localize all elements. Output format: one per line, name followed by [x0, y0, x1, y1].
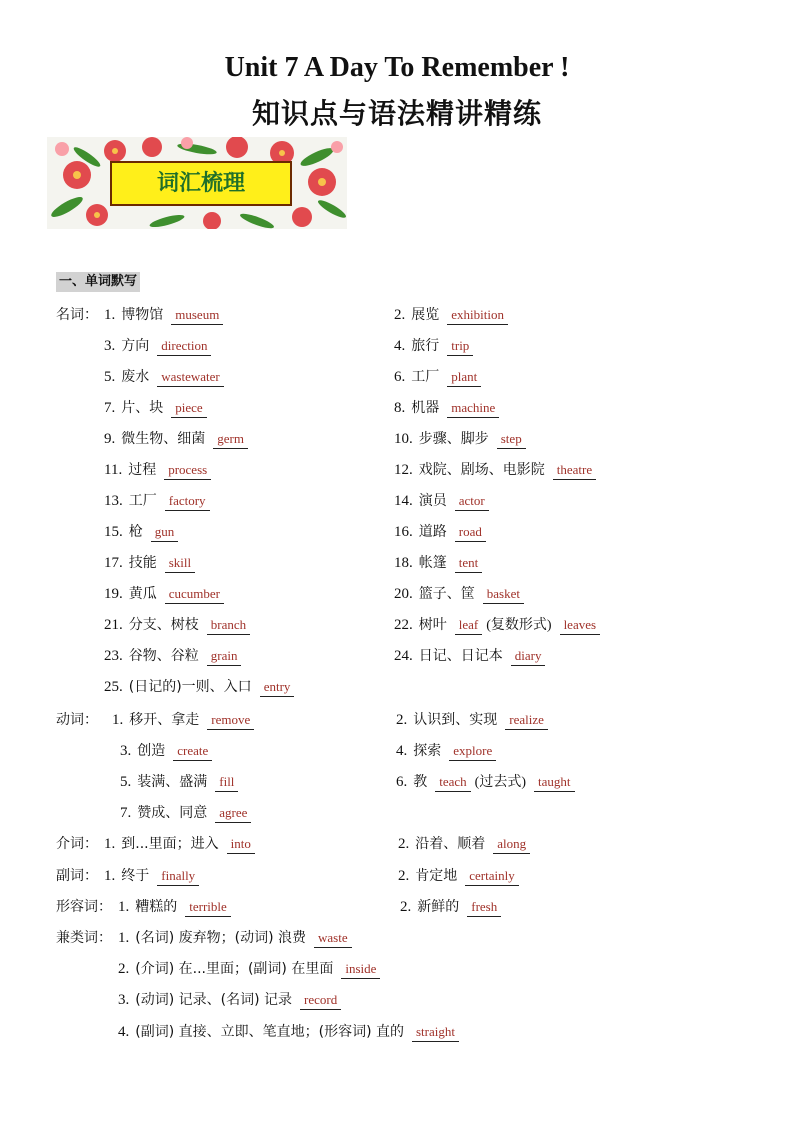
answer-blank: create [173, 742, 212, 761]
vocab-item-nouns-24 [394, 644, 545, 668]
page-title-chinese: 知识点与语法精讲精练 [251, 97, 542, 130]
vocab-item-nouns-15 [104, 520, 178, 544]
answer-blank: skill [165, 554, 195, 573]
answer-blank: trip [447, 337, 473, 356]
answer-blank: terrible [185, 898, 231, 917]
vocab-item-verbs-3 [120, 739, 212, 763]
vocab-item-verbs-6 [396, 770, 575, 794]
page-title-english: Unit 7 A Day To Remember ! [224, 52, 570, 83]
answer-blank: straight [412, 1023, 459, 1042]
vocab-item-multis-3 [118, 988, 341, 1012]
answer-blank: step [497, 430, 526, 449]
vocabulary-banner [47, 137, 347, 229]
item-chinese: 黄瓜 [128, 586, 157, 602]
answer-blank: record [300, 991, 341, 1010]
category-label-prep: 介词： [56, 836, 98, 852]
category-label-verb: 动词： [56, 712, 98, 728]
item-number: 17. [104, 555, 123, 571]
item-chinese: 移开、拿走 [129, 712, 200, 728]
answer-blank: fill [215, 773, 238, 792]
item-number: 10. [394, 431, 413, 447]
vocab-item-nouns-21 [104, 613, 250, 637]
vocab-item-verbs-1 [112, 708, 254, 732]
answer-blank: piece [171, 399, 206, 418]
item-chinese: 道路 [418, 524, 447, 540]
answer-blank: leaf [455, 616, 482, 635]
vocab-item-nouns-13 [104, 489, 210, 513]
answer-blank: wastewater [157, 368, 223, 387]
category-label-adj: 形容词： [56, 899, 112, 915]
item-chinese: 探索 [413, 743, 442, 759]
answer-blank: entry [260, 678, 295, 697]
item-number: 19. [104, 586, 123, 602]
vocab-item-advs-2 [398, 864, 519, 888]
vocab-item-verbs-4 [396, 739, 496, 763]
answer-blank-2: leaves [560, 616, 600, 635]
item-number: 2. [398, 836, 410, 852]
item-chinese: 教 [413, 774, 428, 790]
answer-blank: grain [207, 647, 242, 666]
item-chinese: (介词) 在...里面；(副词) 在里面 [135, 961, 334, 977]
vocab-item-nouns-17 [104, 551, 195, 575]
item-number: 11. [104, 462, 123, 478]
item-chinese: 戏院、剧场、电影院 [418, 462, 545, 478]
item-number: 1. [104, 307, 116, 323]
vocab-item-preps-2 [398, 832, 530, 856]
vocab-item-nouns-9 [104, 427, 248, 451]
vocab-item-nouns-20 [394, 582, 524, 606]
answer-blank: tent [455, 554, 483, 573]
item-number: 3. [118, 992, 130, 1008]
answer-blank: finally [157, 867, 199, 886]
item-number: 18. [394, 555, 413, 571]
answer-blank: gun [151, 523, 179, 542]
item-chinese: 分支、树枝 [128, 617, 199, 633]
vocab-item-adjs-2 [400, 895, 501, 919]
vocab-item-advs-1 [104, 864, 199, 888]
item-number: 16. [394, 524, 413, 540]
item-number: 4. [394, 338, 406, 354]
item-chinese: 帐篷 [418, 555, 447, 571]
answer-blank: machine [447, 399, 499, 418]
vocab-item-verbs-5 [120, 770, 238, 794]
item-number: 1. [112, 712, 124, 728]
item-chinese: 博物馆 [121, 307, 164, 323]
item-chinese: 工厂 [411, 369, 440, 385]
vocab-item-adjs-1 [118, 895, 231, 919]
answer-blank: road [455, 523, 486, 542]
item-chinese: 过程 [128, 462, 157, 478]
answer-blank: direction [157, 337, 211, 356]
item-note: (复数形式) [486, 618, 552, 633]
item-chinese: 机器 [411, 400, 440, 416]
item-chinese: 工厂 [128, 493, 157, 509]
item-number: 4. [118, 1024, 130, 1040]
item-chinese: 技能 [128, 555, 157, 571]
vocab-item-nouns-22 [394, 613, 600, 637]
item-number: 25. [104, 679, 123, 695]
item-number: 12. [394, 462, 413, 478]
answer-blank: waste [314, 929, 352, 948]
answer-blank: process [164, 461, 211, 480]
item-number: 22. [394, 617, 413, 633]
item-chinese: 新鲜的 [417, 899, 460, 915]
item-chinese: 废水 [121, 369, 150, 385]
vocab-item-nouns-19 [104, 582, 224, 606]
answer-blank: realize [505, 711, 548, 730]
item-number: 1. [118, 930, 130, 946]
item-chinese: 片、块 [121, 400, 164, 416]
item-chinese: 日记、日记本 [418, 648, 503, 664]
answer-blank: explore [449, 742, 496, 761]
answer-blank: fresh [467, 898, 501, 917]
category-label-multi: 兼类词： [56, 930, 112, 946]
item-number: 13. [104, 493, 123, 509]
item-chinese: 步骤、脚步 [418, 431, 489, 447]
vocab-item-nouns-16 [394, 520, 486, 544]
item-chinese: 篮子、筐 [418, 586, 475, 602]
item-number: 2. [398, 868, 410, 884]
vocab-item-nouns-4 [394, 334, 473, 358]
item-number: 1. [104, 836, 116, 852]
category-label-noun: 名词： [56, 307, 98, 323]
item-chinese: 旅行 [411, 338, 440, 354]
item-number: 6. [396, 774, 408, 790]
item-number: 3. [120, 743, 132, 759]
item-number: 7. [104, 400, 116, 416]
answer-blank: basket [483, 585, 524, 604]
item-number: 8. [394, 400, 406, 416]
vocab-item-nouns-14 [394, 489, 489, 513]
answer-blank: cucumber [165, 585, 224, 604]
vocab-item-nouns-1 [104, 303, 223, 327]
item-chinese: 演员 [418, 493, 447, 509]
item-chinese: 认识到、实现 [413, 712, 498, 728]
answer-blank: branch [207, 616, 250, 635]
answer-blank-2: taught [534, 773, 575, 792]
vocab-item-nouns-23 [104, 644, 241, 668]
item-number: 23. [104, 648, 123, 664]
vocab-item-nouns-6 [394, 365, 481, 389]
vocab-item-verbs-7 [120, 801, 251, 825]
item-number: 1. [104, 868, 116, 884]
item-note: (过去式) [474, 775, 526, 790]
item-number: 4. [396, 743, 408, 759]
vocab-item-nouns-18 [394, 551, 482, 575]
vocab-item-nouns-5 [104, 365, 224, 389]
vocab-item-nouns-3 [104, 334, 211, 358]
item-chinese: 树叶 [418, 617, 447, 633]
item-chinese: (动词) 记录、(名词) 记录 [135, 992, 292, 1008]
item-number: 24. [394, 648, 413, 664]
vocab-item-multis-2 [118, 957, 380, 981]
item-chinese: 到...里面；进入 [121, 836, 219, 852]
item-number: 2. [400, 899, 412, 915]
item-chinese: 赞成、同意 [137, 805, 208, 821]
item-number: 20. [394, 586, 413, 602]
item-chinese: 枪 [128, 524, 143, 540]
item-number: 2. [394, 307, 406, 323]
item-chinese: 装满、盛满 [137, 774, 208, 790]
answer-blank: remove [207, 711, 254, 730]
item-chinese: 展览 [411, 307, 440, 323]
item-number: 21. [104, 617, 123, 633]
vocab-item-preps-1 [104, 832, 255, 856]
vocab-item-nouns-11 [104, 458, 211, 482]
answer-blank: into [227, 835, 255, 854]
item-number: 9. [104, 431, 116, 447]
item-chinese: 终于 [121, 868, 150, 884]
item-chinese: 微生物、细菌 [121, 431, 206, 447]
item-number: 2. [396, 712, 408, 728]
item-chinese: (名词) 废弃物；(动词) 浪费 [135, 930, 306, 946]
vocab-item-nouns-10 [394, 427, 526, 451]
item-chinese: 糟糕的 [135, 899, 178, 915]
item-number: 3. [104, 338, 116, 354]
answer-blank: theatre [553, 461, 596, 480]
item-number: 6. [394, 369, 406, 385]
answer-blank: germ [213, 430, 248, 449]
category-label-adv: 副词： [56, 868, 98, 884]
item-number: 1. [118, 899, 130, 915]
vocab-item-multis-1 [118, 926, 352, 950]
item-number: 2. [118, 961, 130, 977]
item-number: 5. [120, 774, 132, 790]
vocab-item-multis-4 [118, 1020, 459, 1044]
item-chinese: (日记的)一则、入口 [128, 679, 252, 695]
item-number: 15. [104, 524, 123, 540]
vocab-item-nouns-2 [394, 303, 508, 327]
answer-blank: agree [215, 804, 251, 823]
answer-blank: exhibition [447, 306, 508, 325]
vocab-item-nouns-25 [104, 675, 294, 699]
answer-blank: certainly [465, 867, 518, 886]
answer-blank: inside [341, 960, 380, 979]
item-chinese: 谷物、谷粒 [128, 648, 199, 664]
item-number: 5. [104, 369, 116, 385]
answer-blank: museum [171, 306, 223, 325]
item-chinese: 肯定地 [415, 868, 458, 884]
item-number: 7. [120, 805, 132, 821]
vocabulary-banner-label: 词汇梳理 [110, 161, 292, 206]
item-chinese: (副词) 直接、立即、笔直地；(形容词) 直的 [135, 1024, 404, 1040]
item-chinese: 方向 [121, 338, 150, 354]
item-chinese: 沿着、顺着 [415, 836, 486, 852]
answer-blank: actor [455, 492, 489, 511]
answer-blank: along [493, 835, 530, 854]
vocab-item-nouns-8 [394, 396, 499, 420]
answer-blank: factory [165, 492, 210, 511]
answer-blank: diary [511, 647, 546, 666]
answer-blank: teach [435, 773, 470, 792]
item-chinese: 创造 [137, 743, 166, 759]
section-heading: 一、单词默写 [56, 272, 140, 292]
item-number: 14. [394, 493, 413, 509]
vocab-item-verbs-2 [396, 708, 548, 732]
vocab-item-nouns-12 [394, 458, 596, 482]
answer-blank: plant [447, 368, 481, 387]
vocab-item-nouns-7 [104, 396, 207, 420]
